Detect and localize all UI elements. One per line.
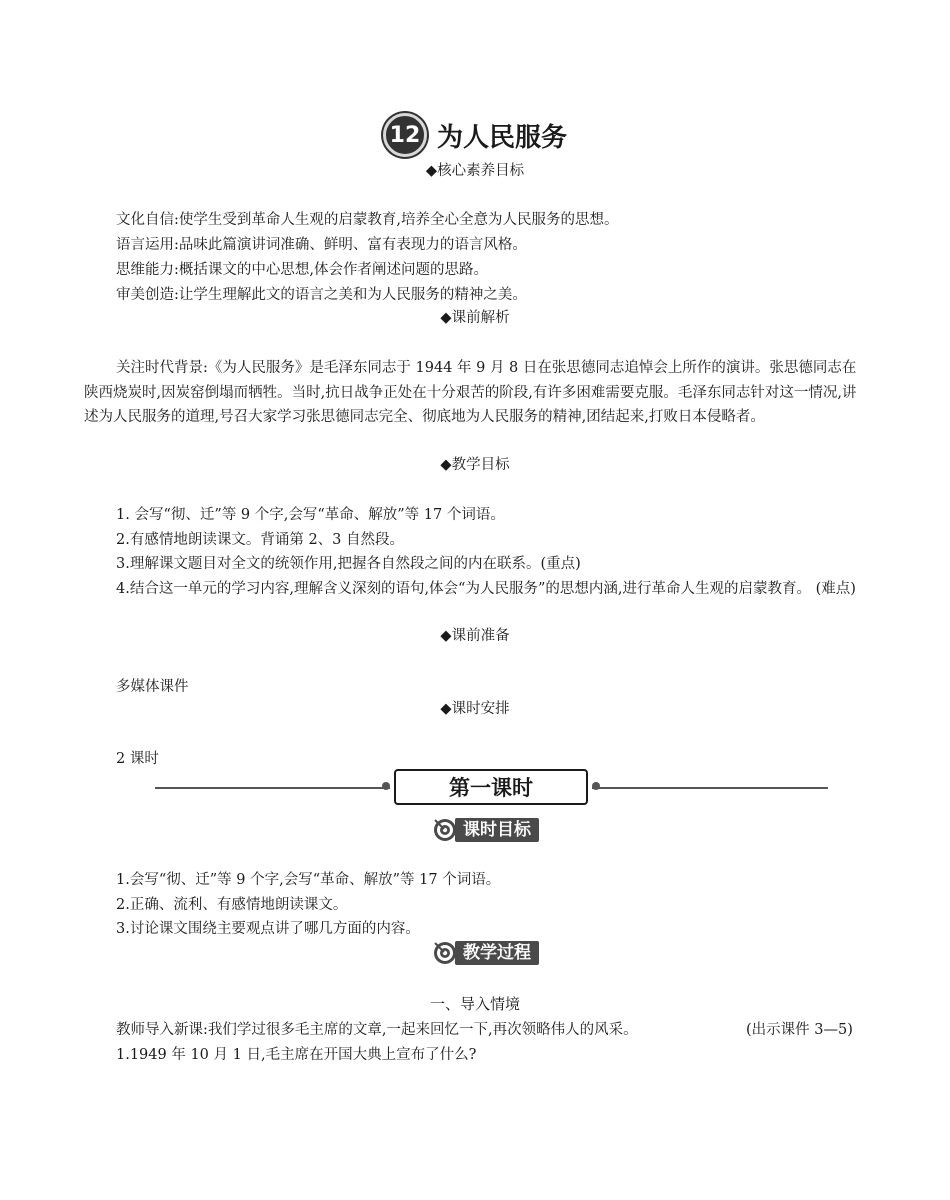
- lesson-period-title: 第一课时: [394, 769, 588, 805]
- target-icon: [433, 941, 457, 965]
- core-goal-2: 语言运用:品味此篇演讲词准确、鲜明、富有表现力的语言风格。: [116, 237, 527, 253]
- teaching-goal-3: 3.理解课文题目对全文的统领作用,把握各自然段之间的内在联系。(重点): [116, 556, 581, 572]
- page-title: 为人民服务: [436, 122, 567, 153]
- core-goal-1: 文化自信:使学生受到革命人生观的启蒙教育,培养全心全意为人民服务的思想。: [116, 212, 619, 228]
- heading-teaching-goals: ◆教学目标: [440, 457, 510, 473]
- heading-schedule: ◆课时安排: [440, 701, 510, 717]
- divider-left: [155, 787, 390, 789]
- divider-dot-left: [382, 782, 390, 790]
- prep-text: 多媒体课件: [116, 679, 189, 695]
- target-icon: [433, 818, 457, 842]
- process-intro-note: (出示课件 3—5): [746, 1022, 853, 1038]
- heading-prep: ◆课前准备: [440, 628, 510, 644]
- process-question-1: 1.1949 年 10 月 1 日,毛主席在开国大典上宣布了什么?: [116, 1047, 477, 1063]
- divider-right: [592, 787, 828, 789]
- tag-teaching-process: 教学过程: [433, 940, 539, 966]
- lesson-goal-3: 3.讨论课文围绕主要观点讲了哪几方面的内容。: [116, 921, 420, 937]
- lesson-goal-2: 2.正确、流利、有感情地朗读课文。: [116, 897, 348, 913]
- heading-core-goals: ◆核心素养目标: [425, 163, 525, 179]
- core-goal-4: 审美创造:让学生理解此文的语言之美和为人民服务的精神之美。: [116, 287, 527, 303]
- core-goal-3: 思维能力:概括课文的中心思想,体会作者阐述问题的思路。: [116, 262, 488, 278]
- lesson-goal-1: 1.会写“彻、迁”等 9 个字,会写“革命、解放”等 17 个词语。: [116, 872, 501, 888]
- teaching-goal-4: 4.结合这一单元的学习内容,理解含义深刻的语句,体会“为人民服务”的思想内涵,进行革命人生观的启蒙教育。 (难点): [116, 581, 856, 597]
- analysis-paragraph: 关注时代背景:《为人民服务》是毛泽东同志于 1944 年 9 月 8 日在张思德同志追悼会上所作的演讲。张思德同志在陕西烧炭时,因炭窑倒塌而牺牲。当时,抗日战争正处在十分艰苦的阶段,有许多困难需要克服。毛泽东同志针对这一情况,讲述为人民服务的道理,号召大家学习张思德同志完全、彻底地为人民服务的精神,团结起来,打败日本侵略者。: [84, 360, 857, 425]
- process-heading: 一、导入情境: [429, 995, 520, 1013]
- teaching-goal-2: 2.有感情地朗读课文。背诵第 2、3 自然段。: [116, 532, 405, 548]
- teaching-goal-1: 1. 会写“彻、迁”等 9 个字,会写“革命、解放”等 17 个词语。: [116, 507, 505, 523]
- schedule-text: 2 课时: [116, 751, 159, 767]
- tag-lesson-goals: 课时目标: [433, 817, 539, 843]
- heading-analysis: ◆课前解析: [440, 310, 510, 326]
- lesson-title: [0, 113, 950, 157]
- divider-dot-right: [592, 782, 600, 790]
- lesson-number-badge: 12: [383, 113, 427, 157]
- process-intro: 教师导入新课:我们学过很多毛主席的文章,一起来回忆一下,再次领略伟人的风采。: [116, 1022, 638, 1038]
